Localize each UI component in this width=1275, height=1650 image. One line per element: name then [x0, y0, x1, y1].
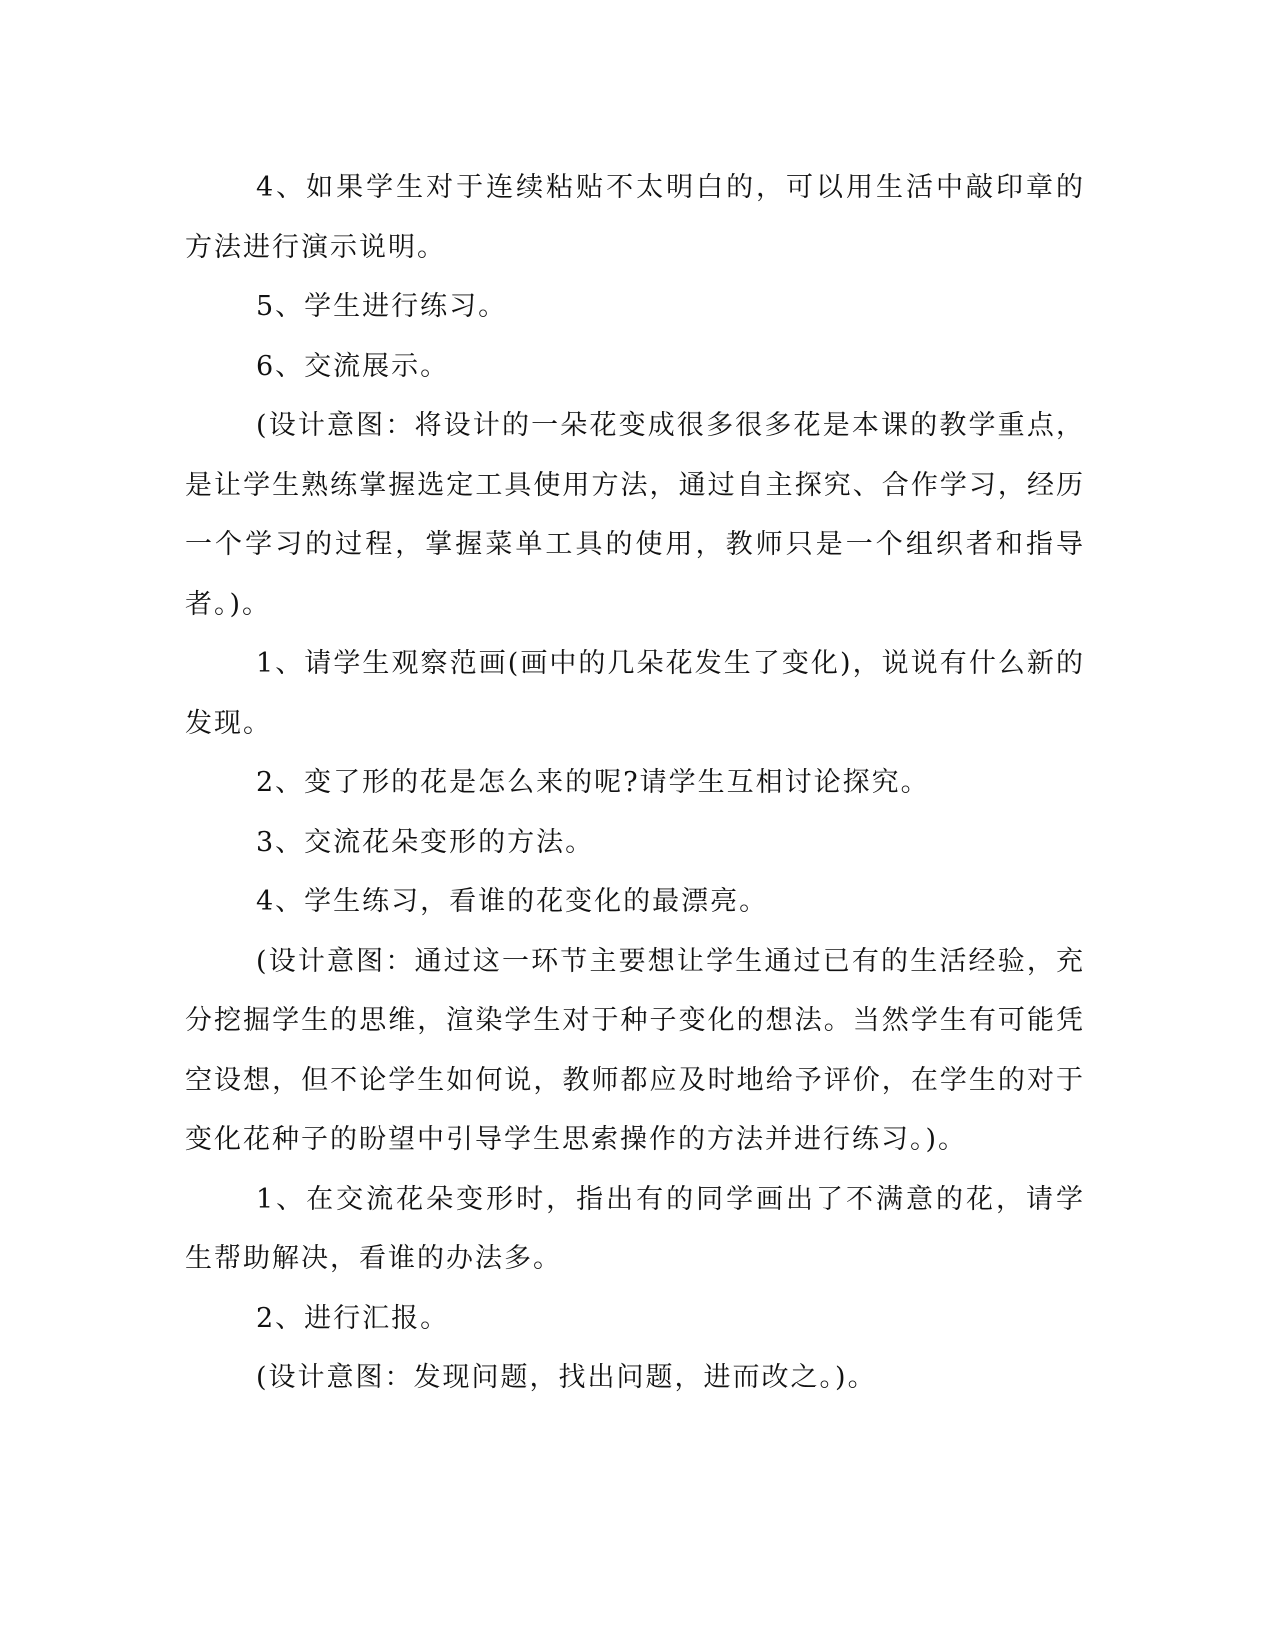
paragraph-8: 4、学生练习，看谁的花变化的最漂亮。 [256, 886, 769, 917]
paragraph-3: 6、交流展示。 [256, 350, 450, 382]
paragraph-1: 4、如果学生对于连续粘贴不太明白的，可以用生活中敲印章的方法进行演示说明。 [185, 172, 1085, 263]
paragraph-5: 1、请学生观察范画(画中的几朵花发生了变化)，说说有什么新的发现。 [185, 648, 1085, 739]
paragraph-10: 1、在交流花朵变形时，指出有的同学画出了不满意的花，请学生帮助解决，看谁的办法多。 [185, 1183, 1085, 1274]
paragraph-4: (设计意图：将设计的一朵花变成很多很多花是本课的教学重点，是让学生熟练掌握选定工具使用方法，通过自主探究、合作学习，经历一个学习的过程，掌握菜单工具的使用，教师只是一个组织者和指导者。)。 [185, 410, 1085, 620]
paragraph-9: (设计意图：通过这一环节主要想让学生通过已有的生活经验，充分挖掘学生的思维，渲染学生对于种子变化的想法。当然学生有可能凭空设想，但不论学生如何说，教师都应及时地给予评价，在学生的对于变化花种子的盼望中引导学生思索操作的方法并进行练习。)。 [185, 945, 1085, 1155]
paragraph-11: 2、进行汇报。 [256, 1302, 450, 1334]
paragraph-7: 3、交流花朵变形的方法。 [256, 826, 595, 858]
paragraph-12: (设计意图：发现问题，找出问题，进而改之。)。 [256, 1362, 877, 1393]
paragraph-6: 2、变了形的花是怎么来的呢?请学生互相讨论探究。 [256, 767, 930, 798]
paragraph-2: 5、学生进行练习。 [256, 291, 508, 322]
document-body [185, 158, 1085, 1408]
